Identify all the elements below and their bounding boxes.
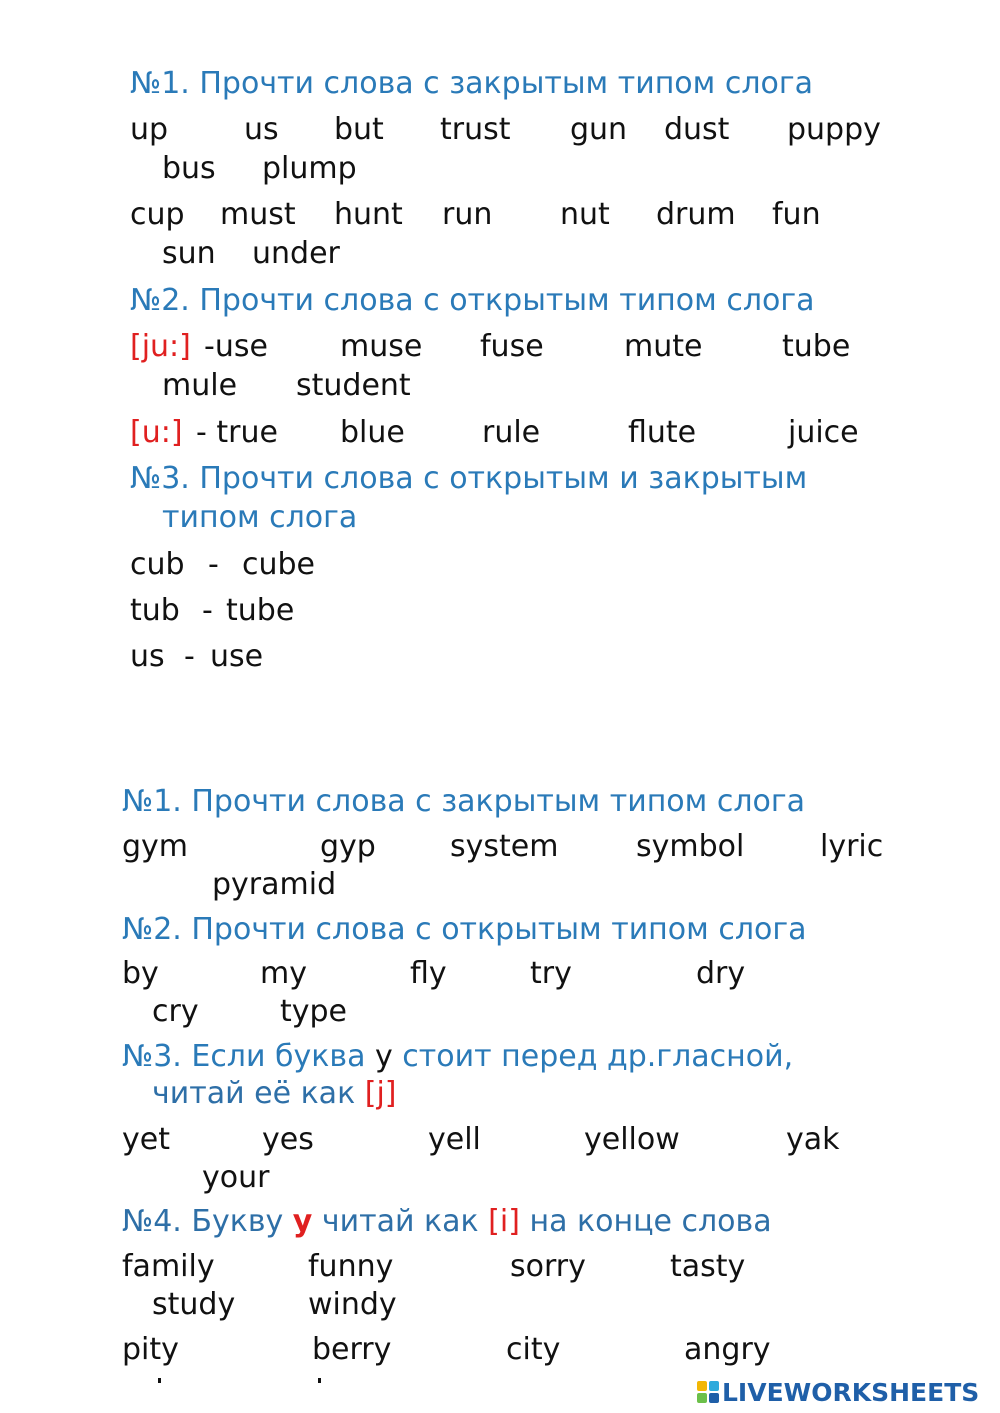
word: under bbox=[252, 236, 340, 271]
word: tube bbox=[782, 329, 851, 364]
word: student bbox=[296, 368, 411, 403]
word: yak bbox=[786, 1122, 840, 1157]
word: funny bbox=[308, 1249, 394, 1284]
word: family bbox=[122, 1249, 215, 1284]
word: yellow bbox=[584, 1122, 680, 1157]
part2-row3-cont: your bbox=[202, 1160, 270, 1195]
logo-text: LIVEWORKSHEETS bbox=[722, 1377, 980, 1407]
pair-word-a: tub bbox=[130, 593, 180, 628]
word: puppy bbox=[787, 112, 881, 147]
part1-heading-3-cont: типом слога bbox=[162, 500, 358, 535]
sound-label-i: [i] bbox=[488, 1204, 520, 1239]
part1-heading-1: №1. Прочти слова с закрытым типом слога bbox=[130, 66, 813, 101]
word: yet bbox=[122, 1122, 170, 1157]
word: yes bbox=[262, 1122, 314, 1157]
word: angry bbox=[684, 1332, 771, 1367]
part2-heading-1: №1. Прочти слова с закрытым типом слога bbox=[122, 784, 805, 819]
highlight-letter: у bbox=[292, 1204, 313, 1239]
word: yell bbox=[428, 1122, 481, 1157]
word: sun bbox=[162, 236, 216, 271]
word: drum bbox=[656, 197, 736, 232]
part2-heading-3 bbox=[122, 1038, 793, 1076]
word: tasty bbox=[670, 1249, 746, 1284]
liveworksheets-logo-icon bbox=[697, 1381, 719, 1403]
word: but bbox=[334, 112, 384, 147]
word: my bbox=[260, 956, 307, 991]
sound-label-j: [j] bbox=[364, 1076, 397, 1111]
word: plump bbox=[262, 151, 357, 186]
word: fly bbox=[410, 956, 447, 991]
word: fun bbox=[772, 197, 821, 232]
word: muse bbox=[340, 329, 423, 364]
word: gyp bbox=[320, 829, 376, 864]
pair-word-a: cub bbox=[130, 547, 185, 582]
word: type bbox=[280, 994, 348, 1029]
heading-text: №4. Букву bbox=[122, 1204, 293, 1239]
part1-heading-2: №2. Прочти слова с открытым типом слога bbox=[130, 283, 815, 318]
word: mule bbox=[162, 368, 238, 403]
word: gun bbox=[570, 112, 628, 147]
heading-text: читай как bbox=[312, 1204, 489, 1239]
word: system bbox=[450, 829, 559, 864]
word: symbol bbox=[636, 829, 745, 864]
highlight-letter: y bbox=[375, 1039, 393, 1074]
word: gym bbox=[122, 829, 189, 864]
part2-heading-2: №2. Прочти слова с открытым типом слога bbox=[122, 912, 807, 947]
part2-row1-cont: pyramid bbox=[212, 867, 337, 902]
word: sorry bbox=[510, 1249, 586, 1284]
word: by bbox=[122, 956, 159, 991]
word: city bbox=[506, 1332, 561, 1367]
word: pity bbox=[122, 1332, 179, 1367]
pair-word-b: tube bbox=[226, 593, 295, 628]
word: cry bbox=[152, 994, 199, 1029]
word: -use bbox=[204, 329, 268, 364]
word: cup bbox=[130, 197, 185, 232]
word: mute bbox=[624, 329, 703, 364]
word: rule bbox=[482, 415, 541, 450]
word: juice bbox=[788, 415, 859, 450]
word: trust bbox=[440, 112, 511, 147]
heading-text: на конце слова bbox=[519, 1204, 772, 1239]
sound-label-ju: [ju:] bbox=[130, 329, 191, 364]
pair-dash: - bbox=[184, 639, 195, 674]
word: bus bbox=[162, 151, 216, 186]
pair-word-b: use bbox=[210, 639, 264, 674]
sound-label-u: [u:] bbox=[130, 415, 183, 450]
part2-heading-3-cont bbox=[152, 1075, 396, 1113]
word: windy bbox=[308, 1287, 397, 1322]
word: dry bbox=[696, 956, 746, 991]
pair-dash: - bbox=[202, 593, 213, 628]
word: try bbox=[530, 956, 572, 991]
heading-text: №3. Если буква bbox=[122, 1039, 375, 1074]
part2-heading-4 bbox=[122, 1203, 772, 1241]
heading-text: читай её как bbox=[152, 1076, 365, 1111]
word: berry bbox=[312, 1332, 392, 1367]
word: dust bbox=[664, 112, 730, 147]
word: up bbox=[130, 112, 169, 147]
word: fuse bbox=[480, 329, 544, 364]
word: run bbox=[442, 197, 493, 232]
word: flute bbox=[628, 415, 697, 450]
word: lyric bbox=[820, 829, 884, 864]
word: study bbox=[152, 1287, 236, 1322]
word: nut bbox=[560, 197, 610, 232]
part1-heading-3: №3. Прочти слова с открытым и закрытым bbox=[130, 461, 808, 496]
pair-dash: - bbox=[208, 547, 219, 582]
heading-text: стоит перед др.гласной, bbox=[392, 1039, 794, 1074]
liveworksheets-logo bbox=[697, 1377, 979, 1407]
word: must bbox=[220, 197, 296, 232]
pair-word-a: us bbox=[130, 639, 165, 674]
word: blue bbox=[340, 415, 405, 450]
pair-word-b: cube bbox=[242, 547, 316, 582]
word: us bbox=[244, 112, 279, 147]
word: - true bbox=[196, 415, 278, 450]
word: hunt bbox=[334, 197, 403, 232]
